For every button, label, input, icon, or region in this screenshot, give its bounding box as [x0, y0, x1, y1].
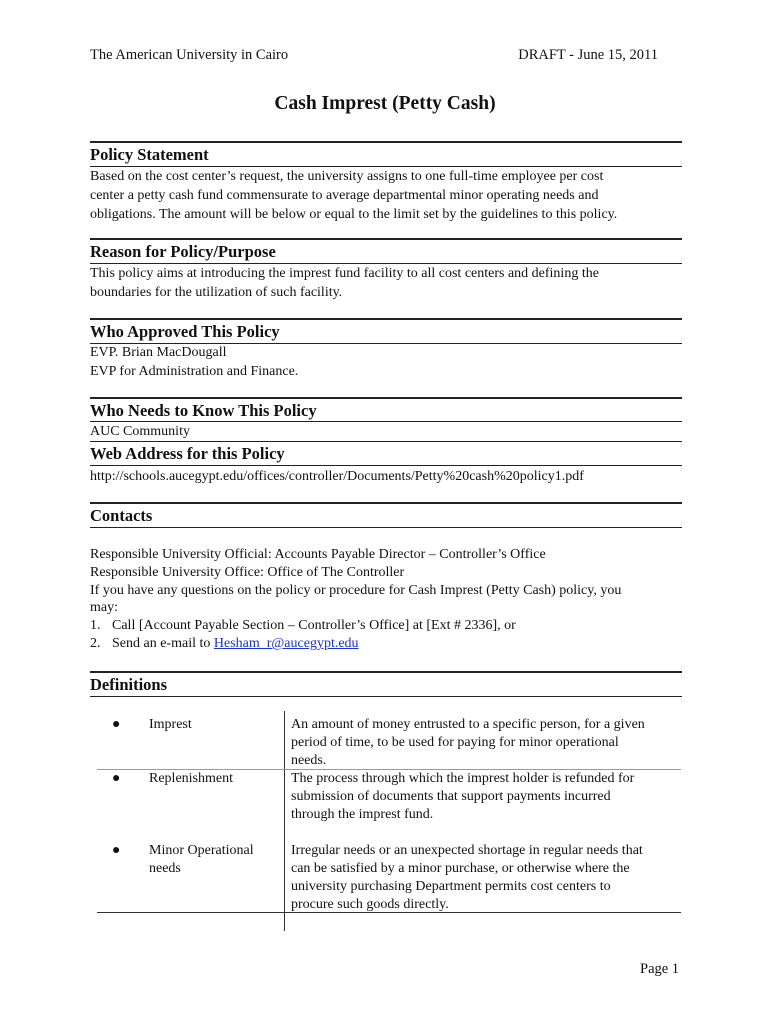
text-line: can be satisfied by a minor purchase, or otherwise where the — [291, 861, 630, 876]
divider — [90, 238, 682, 240]
column-divider — [284, 711, 285, 931]
divider — [90, 527, 682, 528]
page-number: Page 1 — [640, 961, 680, 977]
text-line: submission of documents that support payments incurred — [291, 789, 611, 804]
text-line: procure such goods directly. — [291, 897, 449, 912]
bullet-icon: ● — [112, 843, 121, 858]
text-line: boundaries for the utilization of such facility. — [90, 285, 343, 300]
section-heading: Reason for Policy/Purpose — [90, 242, 276, 261]
divider — [90, 441, 682, 442]
text-line: An amount of money entrusted to a specific person, for a given — [291, 717, 645, 732]
document-title: Cash Imprest (Petty Cash) — [274, 93, 496, 114]
policy-url: http://schools.aucegypt.edu/offices/controller/Documents/Petty%20cash%20policy1.pdf — [90, 469, 584, 484]
header-draft-date: DRAFT - June 15, 2011 — [518, 47, 658, 63]
contact-list-item — [90, 635, 682, 653]
divider — [90, 696, 682, 697]
text-line: center a petty cash fund commensurate to average departmental minor operating needs and — [90, 188, 599, 203]
divider — [90, 465, 682, 466]
section-heading: Web Address for this Policy — [90, 444, 285, 463]
section-body — [90, 167, 682, 224]
section-body — [90, 264, 682, 302]
text-line: period of time, to be used for paying for minor operational — [291, 735, 619, 750]
section-heading: Definitions — [90, 675, 168, 694]
divider — [90, 502, 682, 504]
definitions-table — [97, 711, 681, 931]
text-line: If you have any questions on the policy or procedure for Cash Imprest (Petty Cash) policy, you — [90, 582, 622, 598]
section-heading: Contacts — [90, 506, 153, 525]
text-line: The process through which the imprest holder is refunded for — [291, 771, 635, 786]
section-body — [90, 467, 682, 486]
text-line: EVP for Administration and Finance. — [90, 364, 299, 379]
page-header — [90, 47, 658, 64]
table-bottom-border — [97, 912, 681, 913]
definition-description — [291, 770, 683, 824]
section-heading: Who Approved This Policy — [90, 322, 280, 341]
definition-term — [149, 716, 192, 734]
divider — [90, 671, 682, 673]
text-line: Based on the cost center’s request, the university assigns to one full-time employee per cost — [90, 169, 604, 184]
text-line: Responsible University Office: Office of The Controller — [90, 564, 405, 580]
section-heading: Policy Statement — [90, 145, 209, 164]
text-line: AUC Community — [90, 424, 190, 439]
list-text: Send an e-mail to — [112, 635, 214, 651]
bullet-icon: ● — [112, 771, 121, 786]
text-line: EVP. Brian MacDougall — [90, 345, 227, 360]
text-line: needs. — [291, 753, 327, 768]
definition-term — [149, 842, 254, 878]
section-body — [90, 546, 682, 653]
section-body — [90, 343, 682, 381]
text-line: Responsible University Official: Accounts Payable Director – Controller’s Office — [90, 547, 546, 562]
bullet-icon: ● — [112, 717, 121, 732]
text-line: university purchasing Department permits cost centers to — [291, 879, 611, 894]
email-link[interactable]: Hesham_r@aucegypt.edu — [213, 635, 359, 651]
contact-list-item — [90, 617, 682, 635]
term-text: Minor Operational — [149, 843, 254, 858]
definition-description — [291, 716, 683, 770]
term-text: needs — [149, 861, 181, 876]
text-line: may: — [90, 600, 118, 616]
section-body — [90, 422, 682, 441]
header-institution: The American University in Cairo — [90, 47, 289, 63]
list-number: 2. — [90, 635, 101, 651]
section-heading: Who Needs to Know This Policy — [90, 401, 317, 420]
term-text: Replenishment — [149, 771, 233, 786]
text-line: through the imprest fund. — [291, 807, 434, 822]
definition-term — [149, 770, 233, 788]
term-text: Imprest — [149, 717, 192, 732]
definition-description — [291, 842, 683, 914]
text-line: obligations. The amount will be below or equal to the limit set by the guidelines to this policy. — [90, 207, 618, 222]
divider — [90, 318, 682, 320]
divider — [90, 397, 682, 399]
list-text: Call [Account Payable Section – Controller’s Office] at [Ext # 2336], or — [112, 618, 516, 634]
text-line: Irregular needs or an unexpected shortage in regular needs that — [291, 843, 643, 858]
list-number: 1. — [90, 618, 101, 634]
text-line: This policy aims at introducing the imprest fund facility to all cost centers and defining the — [90, 266, 599, 281]
divider — [90, 141, 682, 143]
